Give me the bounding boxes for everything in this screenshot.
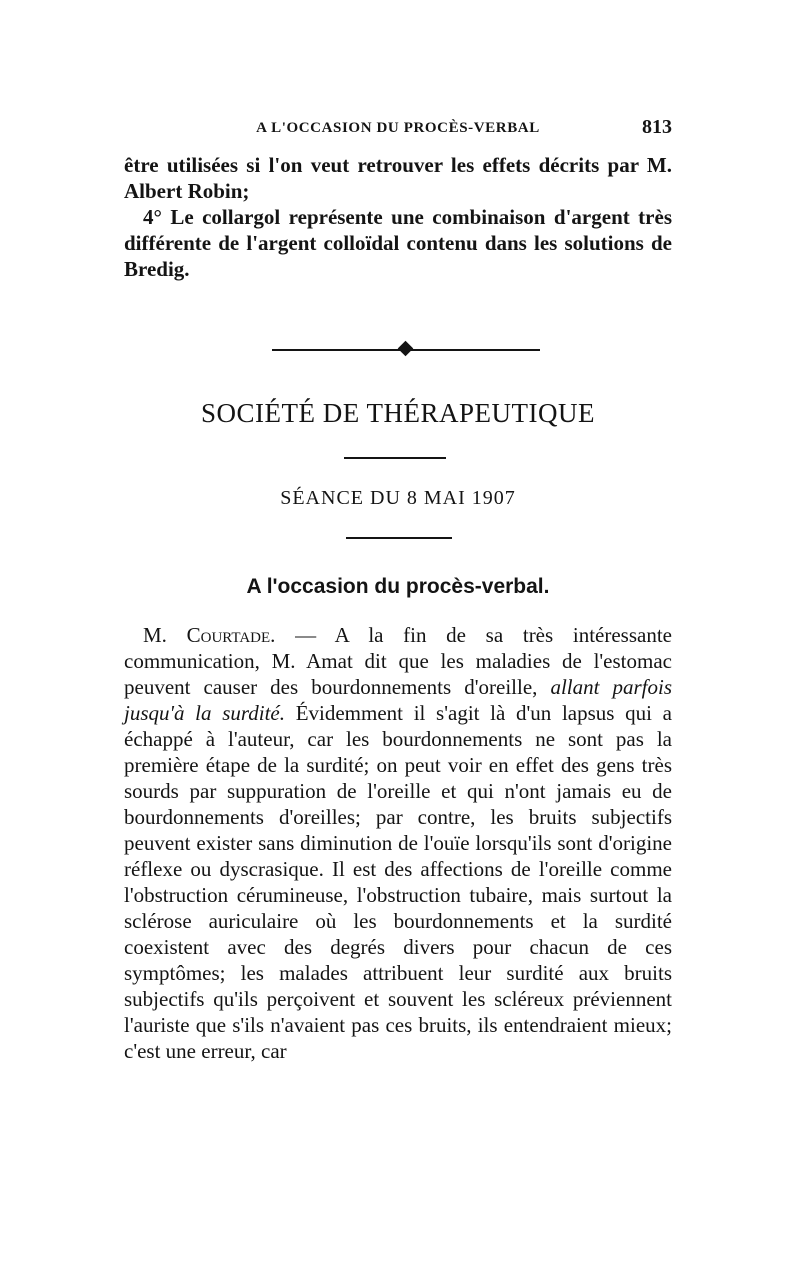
section-title: A l'occasion du procès-verbal. (246, 575, 550, 598)
speaker-prefix: M. (143, 623, 187, 647)
divider-rule (344, 457, 446, 459)
paragraph-text-2: Évidemment il s'agit là d'un lapsus qui a échappé à l'auteur, car les bourdonnements ne sont pas la première étape de la surdité; on peut voir en effet des gens très sourds par suppuration de l'oreille et qui n'ont jamais eu de bourdonnements d'oreilles; par contre, les bruits subjectifs peuvent exister sans diminution de l'ouïe lorsqu'ils sont d'origine réflexe ou dyscrasique. Il est des affections de l'oreille comme l'obstruction cérumineuse, l'obstruction tubaire, mais surtout la sclérose auriculaire où les bourdonnements et la surdité coexistent avec des degrés divers pour chacun de ces symptômes; les malades attribuent leur surdité aux bruits subjectifs qu'ils perçoivent et souvent les scléreux préviennent l'auriste que s'ils n'avaient pas ces bruits, ils entendraient mieux; c'est une erreur, car (124, 701, 672, 1063)
top-text (124, 152, 672, 282)
ornament-diamond-icon (398, 341, 414, 357)
paragraph-text-1: — A la fin de sa très intéressante communication, M. Amat dit que les maladies de l'estomac peuvent causer des bourdonnements d'oreille, (124, 623, 672, 699)
page-number: 813 (642, 116, 672, 138)
point-4-paragraph: 4° Le collargol représente une combinaison d'argent très différente de l'argent colloïdal contenu dans les solutions de Bredig. (124, 205, 672, 281)
running-title: A L'OCCASION DU PROCÈS-VERBAL (256, 120, 540, 136)
running-head (124, 116, 672, 140)
session-heading: SÉANCE DU 8 MAI 1907 (280, 487, 516, 509)
italic-quote: allant parfois jusqu'à la surdité. (124, 675, 672, 725)
courtade-paragraph (124, 622, 672, 1064)
continued-paragraph: être utilisées si l'on veut retrouver les effets décrits par M. Albert Robin; (124, 153, 672, 203)
main-text (124, 622, 672, 1064)
divider-rule (346, 537, 452, 539)
speaker-name: Courtade. (186, 623, 276, 647)
society-title: SOCIÉTÉ DE THÉRAPEUTIQUE (201, 398, 595, 428)
